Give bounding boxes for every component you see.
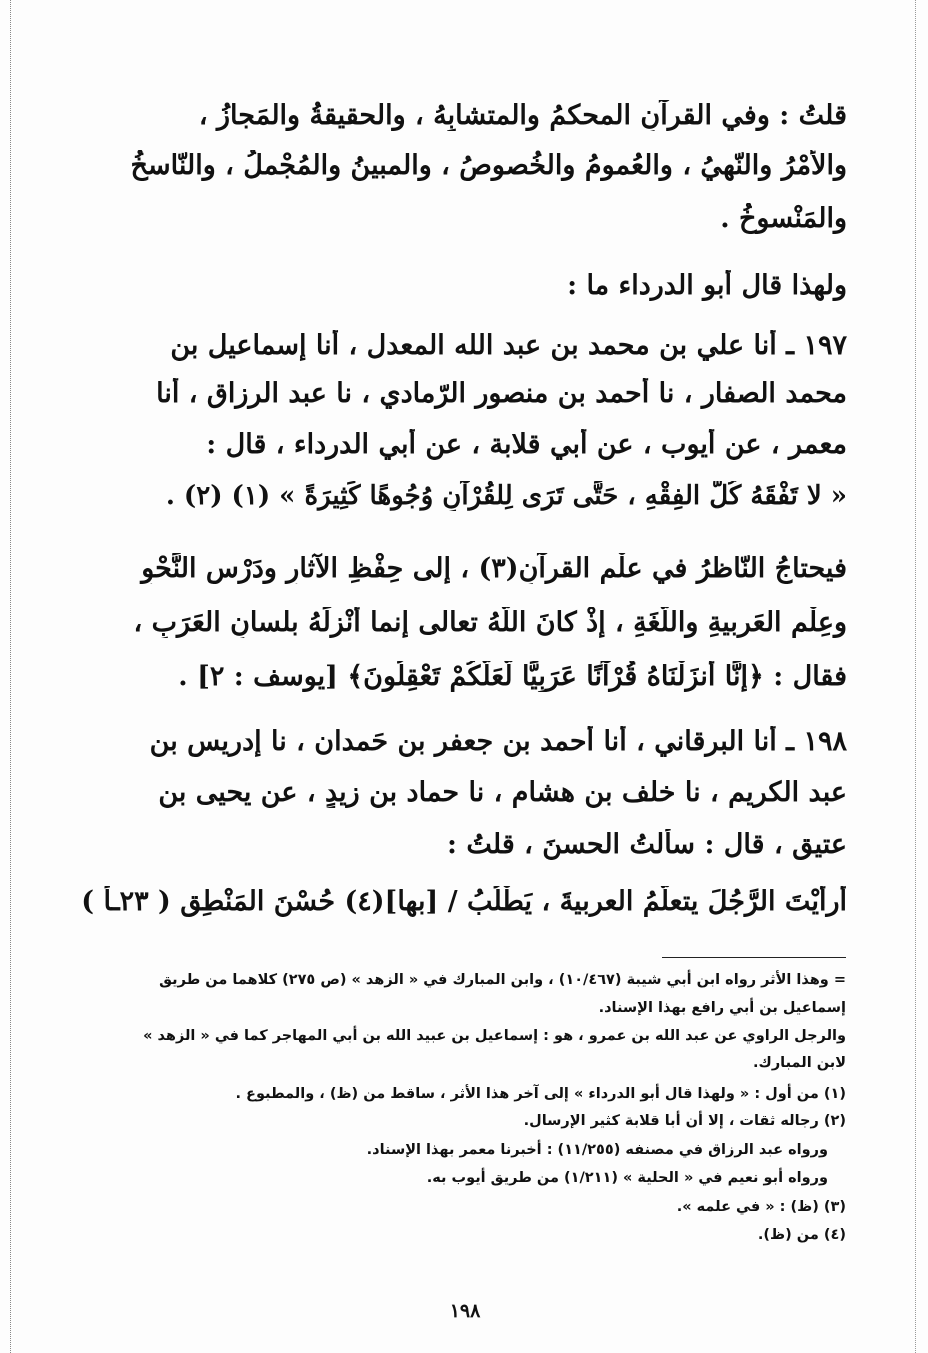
footnote-line: ورواه عبد الرزاق في مصنفه (١١/٢٥٥) : أخبرنا معمر بهذا الإسناد.	[366, 1142, 828, 1158]
text-line: ١٩٧ ـ أنا علي بن محمد بن عبد الله المعدل ، أنا إسماعيل بن	[170, 330, 847, 361]
text-line: قلتُ : وفي القرآنِ المحكمُ والمتشابِهُ ، والحقيقةُ والمَجازُ ،	[198, 100, 847, 131]
text-line: والأمْرُ والنّهيُ ، والعُمومُ والخُصوصُ ، والمبينُ والمُجْملُ ، والنّاسخُ	[130, 150, 847, 181]
footnote-rule	[662, 957, 846, 958]
footnote-line: إسماعيل بن أبي رافع بهذا الإسناد.	[598, 1000, 846, 1016]
footnote-3: (٣) (ظ) : « في علمه ».	[676, 1199, 846, 1215]
footnote-line: ورواه أبو نعيم في « الحلية » (١/٢١١) من طريق أيوب به.	[426, 1170, 828, 1186]
text-line: فيحتاجُ النّاظرُ في علْمِ القرآنِ(٣) ، إلى حِفْظِ الآثارِ ودَرْسِ النَّحْوِ	[141, 553, 847, 584]
footnote-4: (٤) من (ظ).	[757, 1227, 846, 1243]
footnote-line: = وهذا الأثر رواه ابن أبي شيبة (١٠/٤٦٧) ، وابن المبارك في « الزهد » (ص ٢٧٥) كلاهما من طريق	[159, 972, 846, 988]
footnote-1: (١) من أول : « ولهذا قال أبو الدرداء » إلى آخر هذا الأثر ، ساقط من (ظ) ، والمطبوع .	[235, 1086, 846, 1102]
text-line: ولهذا قال أبو الدرداء ما :	[567, 270, 847, 301]
text-line: والمَنْسوخُ .	[720, 203, 847, 234]
page-number: ١٩٨	[449, 1300, 481, 1322]
scan-edge-left	[10, 0, 11, 1353]
text-line: وعِلْمِ العَربيةِ واللُّغَةِ ، إذْ كانَ اللَّهُ تعالى إنما أنْزلَهُ بلسانِ العَرَبِ ،	[133, 607, 847, 638]
text-line: عبد الكريم ، نا خلف بن هشام ، نا حماد بن زيدٍ ، عن يحيى بن	[158, 777, 847, 808]
text-line: ١٩٨ ـ أنا البرقاني ، أنا أحمد بن جعفر بن حَمدان ، نا إدريس بن	[149, 726, 847, 757]
text-line: محمد الصفار ، نا أحمد بن منصور الرّمادي ، نا عبد الرزاق ، أنا	[156, 378, 847, 409]
quran-verse-line: فقال : ﴿إِنَّا أَنزَلْنَاهُ قُرْآنًا عَرَبِيًّا لَّعَلَّكُمْ تَعْقِلُونَ﴾ [يوسف : ٢] .	[178, 661, 847, 692]
footnote-line: والرجل الراوي عن عبد الله بن عمرو ، هو : إسماعيل بن عبيد الله بن أبي المهاجر كما في « الزهد »	[143, 1028, 846, 1044]
quote-line: « لا تَفْقَهُ كُلَّ الفِقْهِ ، حَتَّى تَرَى لِلقُرْآنِ وُجُوهًا كَثِيرَةً » (١) (٢) .	[165, 481, 847, 511]
footnote-2: (٢) رجاله ثقات ، إلا أن أبا قلابة كثير الإرسال.	[523, 1113, 846, 1129]
scan-edge-right	[915, 0, 916, 1353]
footnote-line: لابن المبارك.	[753, 1055, 846, 1071]
text-line: عتيقٍ ، قال : سألتُ الحسنَ ، قلتُ :	[447, 829, 847, 860]
text-line: معمر ، عن أيوب ، عن أبي قلابة ، عن أبي الدرداء ، قال :	[206, 429, 847, 460]
text-line: أرأيْتَ الرَّجُلَ يتعلّمُ العربيةَ ، يَطْلُبُ / [بها](٤) حُسْنَ المَنْطِقِ ( ٢٣ـأ )	[81, 886, 847, 917]
